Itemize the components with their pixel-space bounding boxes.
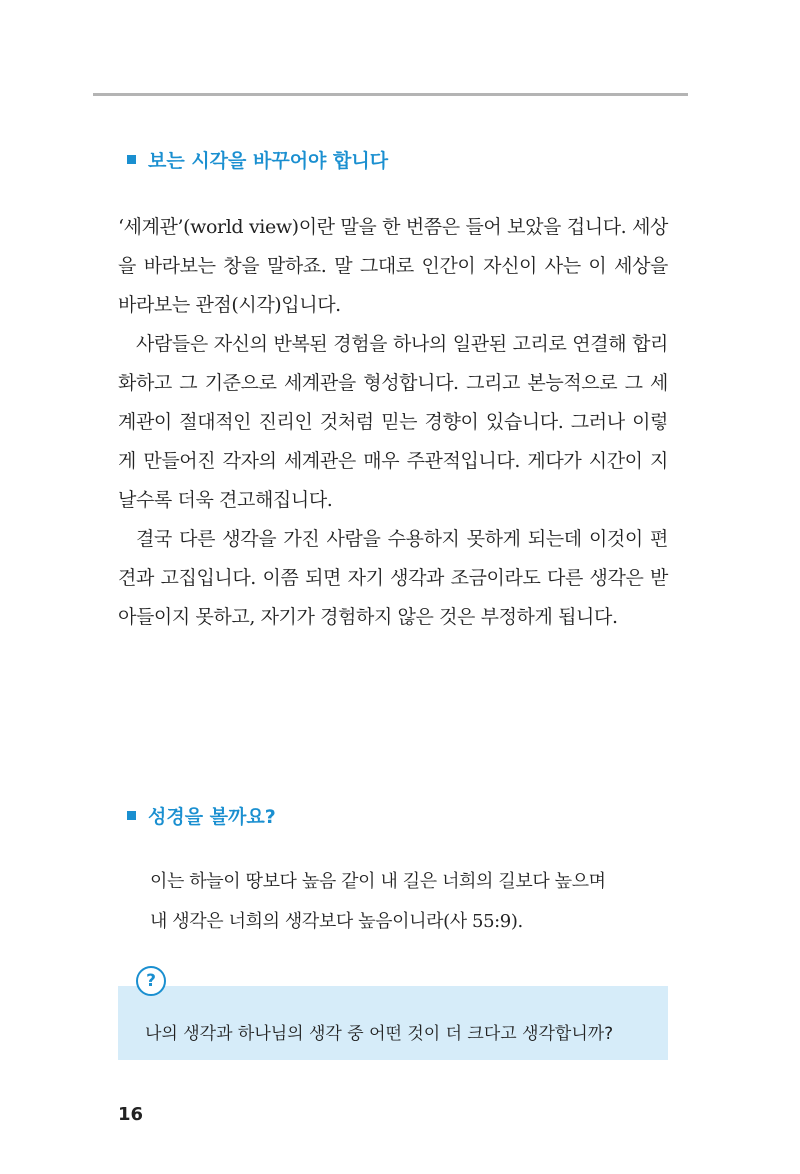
top-divider — [93, 93, 688, 96]
page-number: 16 — [118, 1104, 144, 1125]
square-bullet-icon — [127, 155, 136, 164]
section-heading-worldview — [127, 149, 388, 173]
quote-line: 이는 하늘이 땅보다 높음 같이 내 길은 너희의 길보다 높으며 — [150, 871, 606, 892]
quote-line: 내 생각은 너희의 생각보다 높음이니라(사 55:9). — [150, 911, 523, 932]
square-bullet-icon — [127, 811, 136, 820]
paragraph: ‘세계관’(world view)이란 말을 한 번쯤은 들어 보았을 겁니다. 세상을 바라보는 창을 말하죠. 말 그대로 인간이 자신이 사는 이 세상을 바라보는 관점(시각)입니다. — [118, 216, 668, 316]
section-heading-text: 보는 시각을 바꾸어야 합니다 — [148, 150, 389, 172]
section-heading-bible — [127, 805, 276, 829]
paragraph: 사람들은 자신의 반복된 경험을 하나의 일관된 고리로 연결해 합리화하고 그 기준으로 세계관을 형성합니다. 그리고 본능적으로 그 세계관이 절대적인 진리인 것처럼 믿는 경향이 있습니다. 그러나 이렇게 만들어진 각자의 세계관은 매우 주관적입니다. 게다가 시간이 지날수록 더욱 견고해집니다. — [118, 333, 668, 511]
scripture-quote — [150, 862, 670, 942]
section-heading-text: 성경을 볼까요? — [148, 806, 276, 828]
question-mark-icon: ? — [136, 966, 166, 996]
body-text — [118, 208, 668, 637]
question-text: 나의 생각과 하나님의 생각 중 어떤 것이 더 크다고 생각합니까? — [145, 1024, 614, 1044]
paragraph: 결국 다른 생각을 가진 사람을 수용하지 못하게 되는데 이것이 편견과 고집입니다. 이쯤 되면 자기 생각과 조금이라도 다른 생각은 받아들이지 못하고, 자기가 경험하지 않은 것은 부정하게 됩니다. — [118, 528, 668, 628]
